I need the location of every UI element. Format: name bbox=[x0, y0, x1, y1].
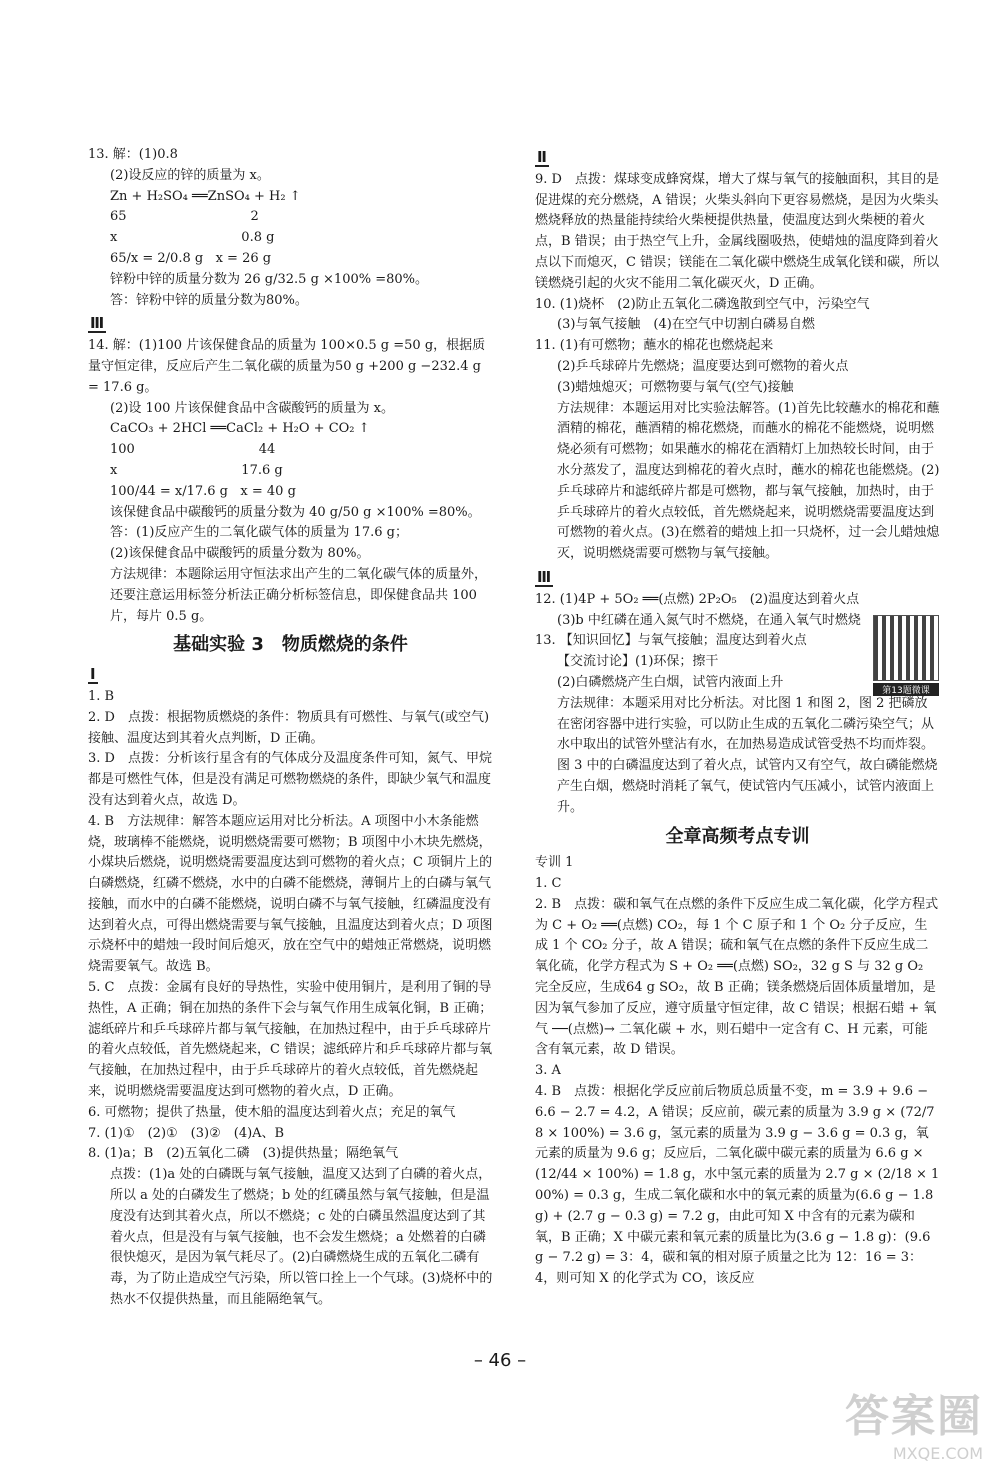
left-block: 6. 可燃物；提供了热量，使木船的温度达到着火点；充足的氧气 bbox=[88, 1104, 456, 1120]
right-block: (2)乒乓球碎片先燃烧；温度要达到可燃物的着火点 bbox=[557, 358, 849, 374]
right-block: 10. (1)烧杯 (2)防止五氧化二磷逸散到空气中，污染空气 bbox=[535, 296, 870, 312]
right-block: Ⅲ bbox=[537, 567, 552, 586]
left-block: 点拨：(1)a 处的白磷既与氧气接触，温度又达到了白磷的着火点，所以 a 处的白磷发生了燃烧；b 处的红磷虽然与氧气接触，但是温度没有达到其着火点，所以不燃烧；c 处的白磷虽然温度达到了其着火点，但是没有与氧气接触，也不会发生燃烧；a 处燃着的白磷很快熄灭，是因为氧气耗尽了。(2)白磷燃烧生成的五氧化二磷有毒，为了防止造成空气污染，所以管口拴上一个气球。(3)烧杯中的热水不仅提供热量，而且能隔绝氧气。 bbox=[110, 1167, 493, 1308]
left-block: 方法规律：本题除运用守恒法求出产生的二氧化碳气体的质量外，还要注意运用标签分析法正确分析标签信息，即保健食品共 100 片，每片 0.5 g。 bbox=[110, 566, 488, 624]
left-block: Zn + H₂SO₄ ══ZnSO₄ + H₂ ↑ bbox=[110, 188, 301, 204]
left-block: 13. 解：(1)0.8 bbox=[88, 147, 178, 162]
qr-caption: 第13题微课 bbox=[873, 683, 939, 696]
watermark-line2: MXQE.COM bbox=[892, 1444, 983, 1463]
right-block: 方法规律：本题运用对比实验法解答。(1)首先比较蘸水的棉花和蘸酒精的棉花，蘸酒精的棉花燃烧，而蘸水的棉花不能燃烧，说明燃烧必须有可燃物；如果蘸水的棉花在酒精灯上加热较长时间，由于水分蒸发了，温度达到棉花的着火点时，蘸水的棉花也能燃烧。(2)乒乓球碎片和滤纸碎片都是可燃物，都与氧气接触，加热时，由于乒乓球碎片的着火点较低，首先燃烧起来，说明燃烧需要温度达到可燃物的着火点。(3)在燃着的蜡烛上扣一只烧杯，过一会儿蜡烛熄灭，说明燃烧需要可燃物与氧气接触。 bbox=[557, 400, 940, 562]
watermark-line1: 答案圈 bbox=[845, 1391, 983, 1442]
right-block: 1. C bbox=[535, 876, 562, 892]
left-block: (2)设 100 片该保健食品中含碳酸钙的质量为 x。 bbox=[110, 400, 394, 416]
left-block: (2)设反应的锌的质量为 x。 bbox=[110, 167, 270, 183]
right-block: 3. A bbox=[535, 1063, 561, 1079]
left-block: 7. (1)① (2)① (3)② (4)A、B bbox=[88, 1125, 285, 1141]
right-block: 【交流讨论】(1)环保；擦干 bbox=[557, 654, 719, 670]
right-block: 11. (1)有可燃物；蘸水的棉花也燃烧起来 bbox=[535, 338, 774, 354]
qr-code-image[interactable] bbox=[873, 615, 939, 681]
right-block: 2. B 点拨：碳和氧气在点燃的条件下反应生成二氧化碳，化学方程式为 C + O₂ ══(点燃) CO₂，每 1 个 C 原子和 1 个 O₂ 分子反应，生成 1 个 CO₂ 分子，故 A 错误；硫和氧气在点燃的条件下反应生成二氧化硫，化学方程式为 S + O₂ ══(点燃) SO₂，32 g S 与 32 g O₂ 完全反应，生成64 g SO₂，故 B 正确；镁条燃烧后固体质量增加，是因为氧气参加了反应，遵守质量守恒定律，故 C 错误；根据石蜡 + 氧气 ──(点燃)→ 二氧化碳 + 水，则石蜡中一定含有 C、H 元素，可能含有氧元素，故 D 错误。 bbox=[535, 896, 939, 1058]
left-block: 100 44 bbox=[110, 442, 276, 458]
right-block: 12. (1)4P + 5O₂ ══(点燃) 2P₂O₅ (2)温度达到着火点 bbox=[535, 591, 860, 607]
left-block: 5. C 点拨：金属有良好的导热性，实验中使用铜片，是利用了铜的导热性，A 正确；铜在加热的条件下会与氧气作用生成氧化铜，B 正确；滤纸碎片和乒乓球碎片都与氧气接触，在加热过程中，由于乒乓球碎片的着火点较低，首先燃烧起来，C 错误；滤纸碎片和乒乓球碎片都与氧气接触，在加热过程中，由于乒乓球碎片的着火点较低，首先燃烧起来，说明燃烧需要温度达到可燃物的着火点，D 正确。 bbox=[88, 980, 493, 1100]
left-block: 基础实验 3 物质燃烧的条件 bbox=[173, 634, 408, 656]
right-block: 全章高频考点专训 bbox=[665, 825, 810, 847]
right-block: 方法规律：本题采用对比分析法。对比图 1 和图 2，图 2 把磷放在密闭容器中进行实验，可以防止生成的五氧化二磷污染空气；从水中取出的试管外壁沾有水，在加热易造成试管受热不均而炸裂。图 3 中的白磷温度达到了着火点，试管内又有空气，故白磷能燃烧产生白烟，燃烧时消耗了氧气，使试管内气压减小，试管内液面上升。 bbox=[557, 695, 938, 815]
right-block: Ⅱ bbox=[537, 148, 547, 166]
left-block: Ⅰ bbox=[90, 665, 96, 684]
left-block: 该保健食品中碳酸钙的质量分数为 40 g/50 g ×100% =80%。 bbox=[110, 504, 481, 520]
left-block: x 17.6 g bbox=[110, 462, 283, 478]
left-block: 14. 解：(1)100 片该保健食品的质量为 100×0.5 g =50 g，根据质量守恒定律，反应后产生二氧化碳的质量为50 g +200 g −232.4 g = 17.6 g。 bbox=[88, 338, 486, 395]
left-block: x 0.8 g bbox=[110, 230, 275, 246]
left-block: 65 2 bbox=[110, 209, 259, 225]
right-block: (3)b 中红磷在通入氮气时不燃烧，在通入氧气时燃烧 bbox=[557, 612, 861, 628]
left-block: (2)该保健食品中碳酸钙的质量分数为 80%。 bbox=[110, 546, 370, 562]
left-block: 8. (1)a；B (2)五氧化二磷 (3)提供热量；隔绝氧气 bbox=[88, 1146, 399, 1162]
left-block: 100/44 = x/17.6 g x = 40 g bbox=[110, 483, 296, 499]
left-block: 65/x = 2/0.8 g x = 26 g bbox=[110, 250, 272, 266]
page-number: – 46 – bbox=[473, 1350, 527, 1371]
right-block: (3)与氧气接触 (4)在空气中切割白磷易自燃 bbox=[557, 317, 815, 333]
right-block: (3)蜡烛熄灭；可燃物要与氧气(空气)接触 bbox=[557, 379, 794, 395]
watermark-logo bbox=[845, 1380, 983, 1463]
right-block: 4. B 点拨：根据化学反应前后物质总质量不变，m = 3.9 + 9.6 − 6.6 − 2.7 = 4.2，A 错误；反应前，碳元素的质量为 3.9 g × (72/78 × 100%) = 3.6 g，氢元素的质量为 3.9 g − 3.6 g = 0.3 g，氧元素的质量为 9.6 g；反应后，二氧化碳中碳元素的质量为 6.6 g × (12/44 × 100%) = 1.8 g，水中氢元素的质量为 2.7 g × (2/18 × 100%) = 0.3 g，生成二氧化碳和水中的氧元素的质量为(6.6 g − 1.8 g) + (2.7 g − 0.3 g) = 7.2 g，由此可知 X 中含有的元素为碳和氧，B 正确；X 中碳元素和氧元素的质量比为(3.6 g − 1.8 g)：(9.6 g − 7.2 g) = 3：4，碳和氧的相对原子质量之比为 12：16 = 3：4，则可知 X 的化学式为 CO，该反应 bbox=[535, 1084, 940, 1287]
left-block: 1. B bbox=[88, 688, 115, 704]
right-block: (2)白磷燃烧产生白烟，试管内液面上升 bbox=[557, 674, 784, 690]
left-block: 2. D 点拨：根据物质燃烧的条件：物质具有可燃性、与氧气(或空气)接触、温度达到其着火点判断，D 正确。 bbox=[88, 709, 490, 746]
right-block: 9. D 点拨：煤球变成蜂窝煤，增大了煤与氧气的接触面积，其目的是促进煤的充分燃烧，A 错误；火柴头斜向下更容易燃烧，是因为火柴头燃烧释放的热量能持续给火柴梗提供热量，使温度达到火柴梗的着火点，B 错误；由于热空气上升，金属线圈吸热，使蜡烛的温度降到着火点以下而熄灭，C 错误；镁能在二氧化碳中燃烧生成氧化镁和碳，所以镁燃烧引起的火灾不能用二氧化碳灭火，D 正确。 bbox=[535, 171, 940, 291]
left-block: Ⅲ bbox=[90, 314, 105, 333]
left-block: 锌粉中锌的质量分数为 26 g/32.5 g ×100% =80%。 bbox=[110, 271, 429, 287]
left-block: 答：锌粉中锌的质量分数为80%。 bbox=[110, 292, 308, 308]
right-column bbox=[535, 145, 940, 1290]
left-block: CaCO₃ + 2HCl ══CaCl₂ + H₂O + CO₂ ↑ bbox=[110, 421, 370, 437]
left-block: 3. D 点拨：分析该行星含有的气体成分及温度条件可知，氮气、甲烷都是可燃性气体，但是没有满足可燃物燃烧的条件，即缺少氧气和温度没有达到着火点，故选 D。 bbox=[88, 751, 492, 808]
left-column bbox=[88, 145, 493, 1311]
right-block: 13. 【知识回忆】与氧气接触；温度达到着火点 bbox=[535, 633, 807, 649]
left-block: 4. B 方法规律：解答本题应运用对比分析法。A 项图中小木条能燃烧，玻璃棒不能燃烧，说明燃烧需要可燃物；B 项图中小木块先燃烧，小煤块后燃烧，说明燃烧需要温度达到可燃物的着火点；C 项铜片上的白磷燃烧，红磷不燃烧，水中的白磷不能燃烧，薄铜片上的白磷与氧气接触，而水中的白磷不能燃烧，说明白磷不与氧气接触，红磷温度没有达到着火点，可得出燃烧需要与氧气接触，且温度达到着火点；D 项图示烧杯中的蜡烛一段时间后熄灭，放在空气中的蜡烛正常燃烧，说明燃烧需要氧气。故选 B。 bbox=[88, 813, 493, 975]
right-block: 专训 1 bbox=[535, 855, 574, 871]
left-block: 答：(1)反应产生的二氧化碳气体的质量为 17.6 g； bbox=[110, 525, 408, 541]
